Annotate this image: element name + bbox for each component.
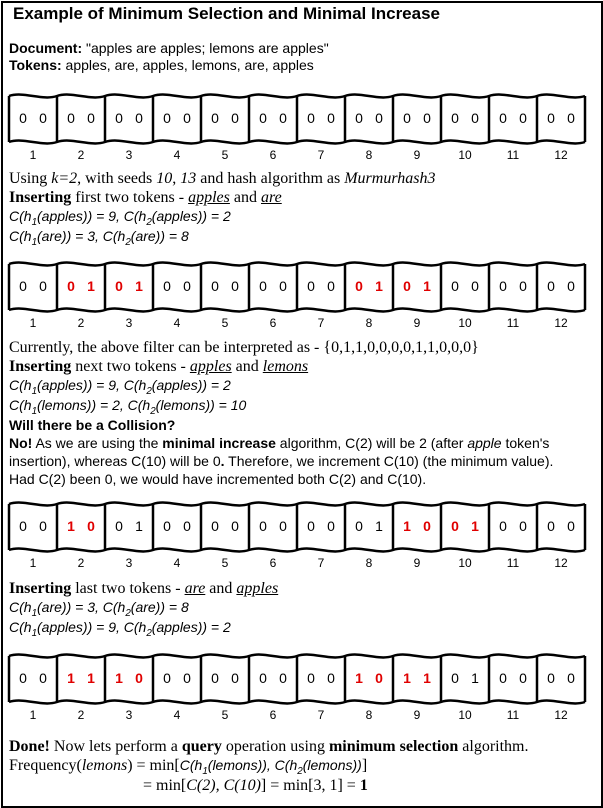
query-term: query	[181, 738, 222, 755]
counter-bit: 1	[135, 278, 143, 294]
formula-part: (are)) = 3, C(h	[37, 599, 126, 615]
counter-bit: 0	[211, 110, 219, 126]
using-text: Using	[9, 170, 52, 187]
counter-bit: 0	[327, 278, 335, 294]
counter-bit: 1	[115, 670, 123, 686]
explanation-period: .	[220, 453, 225, 469]
hash-are-line-3	[9, 599, 189, 619]
and-text: and	[231, 358, 263, 375]
minimum-selection-term: minimum selection	[328, 738, 459, 755]
minimal-increase-term: minimal increase	[162, 435, 276, 451]
result-line	[143, 777, 368, 795]
counter-bit: 0	[307, 278, 315, 294]
document-label: Document:	[9, 40, 83, 56]
cell-index: 9	[413, 148, 421, 162]
counter-bit: 0	[183, 110, 191, 126]
counter-bit: 0	[39, 278, 47, 294]
cell-index: 7	[317, 316, 325, 330]
formula-sub: 2	[125, 607, 131, 619]
token-are: are	[261, 189, 282, 206]
hash-algorithm: Murmurhash3	[344, 170, 436, 187]
counter-bit: 1	[87, 670, 95, 686]
tokens-line	[9, 57, 314, 73]
counter-bit: 0	[547, 518, 555, 534]
counter-bit: 0	[451, 518, 459, 534]
cell-index: 6	[269, 708, 277, 722]
formula-part: (are)) = 8	[130, 228, 189, 244]
counter-bit: 0	[231, 278, 239, 294]
counter-bit: 1	[403, 518, 411, 534]
counter-bit: 0	[499, 110, 507, 126]
formula-sub: 1	[31, 216, 38, 228]
cell-index: 2	[77, 316, 85, 330]
counter-bit: 0	[231, 670, 239, 686]
counter-bit: 1	[67, 518, 75, 534]
counter-bit: 0	[183, 278, 191, 294]
cell-index: 7	[317, 556, 325, 570]
formula-part: C(h	[9, 619, 32, 635]
result-text: ] = min[3, 1] =	[260, 777, 360, 794]
counter-bit: 0	[519, 110, 527, 126]
inserting-last-line	[9, 580, 278, 598]
counter-bit: 0	[567, 278, 575, 294]
explanation-text: algorithm, C(2) will be 2 (after	[275, 435, 468, 451]
formula-part: C(h	[9, 599, 32, 615]
counter-bit: 1	[87, 278, 95, 294]
formula-part: (apples)) = 2	[151, 208, 231, 224]
hash-apples-line-3	[9, 619, 231, 639]
counter-bit: 0	[163, 278, 171, 294]
tokens-value: apples, are, apples, lemons, are, apples	[65, 57, 314, 73]
freq-formula: C(h	[179, 757, 203, 773]
counter-bit: 1	[471, 670, 479, 686]
freq-formula: (lemons)), C(h	[207, 757, 298, 773]
cell-index: 10	[458, 556, 472, 570]
counter-bit: 0	[547, 110, 555, 126]
cell-index: 9	[413, 316, 421, 330]
formula-sub: 1	[31, 236, 38, 248]
cell-index: 10	[458, 316, 472, 330]
counter-bit: 0	[163, 670, 171, 686]
counter-bit: 1	[375, 518, 383, 534]
using-text-2: , with seeds	[77, 170, 157, 187]
freq-text: ) = min[	[127, 757, 180, 774]
using-sep: ,	[172, 170, 181, 187]
counter-bit: 0	[355, 110, 363, 126]
cell-index: 2	[77, 148, 85, 162]
counter-bit: 0	[19, 518, 27, 534]
formula-part: (apples)) = 9, C(h	[37, 619, 147, 635]
cell-index: 8	[365, 708, 373, 722]
token-lemons: lemons	[262, 358, 309, 375]
counter-bit: 1	[375, 278, 383, 294]
page-title: Example of Minimum Selection and Minimal Increase	[13, 4, 441, 23]
cell-index: 4	[173, 708, 181, 722]
counter-bit: 0	[327, 110, 335, 126]
counter-bit: 0	[307, 670, 315, 686]
counter-bit: 0	[547, 278, 555, 294]
freq-sub: 2	[297, 765, 303, 777]
no-answer: No!	[9, 435, 33, 451]
counter-bit: 0	[231, 518, 239, 534]
counter-bit: 0	[39, 518, 47, 534]
counter-bit: 0	[327, 670, 335, 686]
counter-bit: 0	[259, 110, 267, 126]
cell-index: 11	[506, 316, 520, 330]
cell-index: 4	[173, 316, 181, 330]
token-apples: apples	[236, 580, 279, 597]
formula-part: (apples)) = 2	[151, 377, 231, 393]
freq-token: lemons	[81, 757, 128, 774]
cell-index: 2	[77, 556, 85, 570]
formula-sub: 2	[146, 385, 152, 397]
cell-index: 5	[221, 148, 229, 162]
cell-index: 9	[413, 556, 421, 570]
done-line	[9, 738, 529, 756]
counter-bit: 0	[279, 278, 287, 294]
counter-bit: 0	[19, 110, 27, 126]
result-value: 1	[359, 777, 368, 794]
counter-bit: 0	[547, 670, 555, 686]
explanation-line-3: Had C(2) been 0, we would have incremented both C(2) and C(10).	[9, 471, 427, 487]
cell-index: 7	[317, 708, 325, 722]
cell-index: 4	[173, 148, 181, 162]
counter-bit: 0	[211, 518, 219, 534]
counter-bit: 0	[135, 670, 143, 686]
cell-index: 12	[554, 316, 568, 330]
counter-bit: 0	[279, 670, 287, 686]
cell-index: 4	[173, 556, 181, 570]
k-value: k=2	[51, 170, 78, 187]
formula-part: (apples)) = 9, C(h	[37, 377, 147, 393]
done-text: algorithm.	[458, 738, 529, 755]
cell-index: 3	[125, 708, 133, 722]
filter-tape-initial	[8, 88, 592, 160]
done-label: Done!	[9, 738, 50, 755]
counter-bit: 0	[87, 110, 95, 126]
counter-bit: 0	[279, 110, 287, 126]
collision-question: Will there be a Collision?	[9, 417, 176, 433]
counter-bit: 0	[183, 670, 191, 686]
cell-index: 2	[77, 708, 85, 722]
hash-are-line	[9, 228, 189, 248]
counter-bit: 0	[67, 278, 75, 294]
cell-index: 3	[125, 148, 133, 162]
counter-bit: 0	[39, 110, 47, 126]
counter-bit: 1	[423, 670, 431, 686]
counter-bit: 0	[87, 518, 95, 534]
counter-bit: 0	[19, 670, 27, 686]
cell-index: 9	[413, 708, 421, 722]
inserting-text: last two tokens -	[71, 580, 185, 597]
cell-index: 12	[554, 708, 568, 722]
counter-bit: 0	[183, 518, 191, 534]
counter-bit: 0	[135, 110, 143, 126]
formula-sub: 1	[31, 627, 38, 639]
formula-part: C(h	[9, 397, 32, 413]
counter-bit: 0	[115, 110, 123, 126]
counter-bit: 0	[19, 278, 27, 294]
counter-bit: 0	[567, 518, 575, 534]
token-apples: apples	[188, 189, 230, 206]
counter-bit: 0	[355, 518, 363, 534]
freq-formula: (lemons))	[302, 757, 362, 773]
explanation-text: token's	[501, 435, 550, 451]
counter-bit: 0	[211, 670, 219, 686]
cell-index: 8	[365, 556, 373, 570]
inserting-label: Inserting	[9, 189, 72, 206]
explanation-text: Therefore, we increment C(10) (the minimum value).	[224, 453, 554, 469]
hash-lemons-line	[9, 397, 247, 417]
counter-bit: 0	[403, 110, 411, 126]
filter-tape-after-step2	[8, 496, 592, 568]
explanation-text: As we are using the	[32, 435, 163, 451]
cell-index: 12	[554, 148, 568, 162]
cell-index: 11	[506, 708, 520, 722]
freq-sub: 1	[202, 765, 208, 777]
counter-bit: 0	[163, 110, 171, 126]
counter-bit: 0	[231, 110, 239, 126]
formula-sub: 2	[146, 216, 152, 228]
formula-part: (apples)) = 2	[151, 619, 231, 635]
hash-apples-line-2	[9, 377, 231, 397]
cell-index: 8	[365, 148, 373, 162]
cell-index: 12	[554, 556, 568, 570]
formula-sub: 1	[31, 607, 38, 619]
freq-text: Frequency(	[9, 757, 82, 774]
cell-index: 10	[458, 708, 472, 722]
token-are: are	[184, 580, 206, 597]
result-formula: C(2), C(10)	[186, 777, 261, 794]
using-text-3: and hash algorithm as	[196, 170, 345, 187]
counter-bit: 0	[327, 518, 335, 534]
cell-index: 6	[269, 556, 277, 570]
counter-bit: 0	[451, 278, 459, 294]
document-line	[9, 40, 329, 56]
counter-bit: 0	[403, 278, 411, 294]
counter-bit: 0	[115, 278, 123, 294]
counter-bit: 0	[279, 518, 287, 534]
frequency-line	[9, 757, 367, 775]
inserting-label: Inserting	[9, 358, 72, 375]
counter-bit: 0	[499, 278, 507, 294]
counter-bit: 0	[355, 278, 363, 294]
formula-sub: 2	[125, 236, 131, 248]
using-line	[9, 170, 436, 188]
formula-sub: 1	[31, 385, 38, 397]
inserting-text: next two tokens -	[71, 358, 190, 375]
freq-text: ]	[361, 757, 368, 774]
cell-index: 1	[29, 708, 37, 722]
counter-bit: 0	[471, 278, 479, 294]
apple-term: apple	[467, 435, 502, 451]
cell-index: 1	[29, 316, 37, 330]
counter-bit: 0	[307, 110, 315, 126]
counter-bit: 0	[423, 110, 431, 126]
counter-bit: 1	[471, 518, 479, 534]
cell-index: 11	[506, 556, 520, 570]
formula-sub: 2	[146, 627, 152, 639]
counter-bit: 0	[471, 110, 479, 126]
counter-bit: 0	[259, 278, 267, 294]
cell-index: 6	[269, 316, 277, 330]
done-text: operation using	[221, 738, 329, 755]
explanation-line-1	[9, 435, 549, 451]
counter-bit: 0	[307, 518, 315, 534]
result-text: = min[	[143, 777, 187, 794]
cell-index: 3	[125, 556, 133, 570]
cell-index: 8	[365, 316, 373, 330]
counter-bit: 1	[403, 670, 411, 686]
counter-bit: 0	[519, 518, 527, 534]
formula-part: (lemons)) = 10	[155, 397, 247, 413]
counter-bit: 0	[163, 518, 171, 534]
counter-bit: 0	[519, 670, 527, 686]
counter-bit: 0	[567, 110, 575, 126]
counter-bit: 0	[259, 518, 267, 534]
done-text: Now lets perform a	[49, 738, 182, 755]
and-text: and	[229, 189, 261, 206]
counter-bit: 0	[499, 518, 507, 534]
token-apples: apples	[189, 358, 232, 375]
counter-bit: 0	[519, 278, 527, 294]
inserting-label: Inserting	[9, 580, 72, 597]
cell-index: 5	[221, 556, 229, 570]
counter-bit: 0	[499, 670, 507, 686]
filter-tape-final	[8, 648, 592, 720]
inserting-first-line	[9, 189, 282, 207]
counter-bit: 1	[355, 670, 363, 686]
cell-index: 5	[221, 316, 229, 330]
formula-part: C(h	[9, 377, 32, 393]
counter-bit: 1	[67, 670, 75, 686]
formula-part: C(h	[9, 208, 32, 224]
formula-part: C(h	[9, 228, 32, 244]
counter-bit: 0	[451, 110, 459, 126]
and-text: and	[205, 580, 237, 597]
formula-part: (are)) = 8	[130, 599, 189, 615]
document-value: "apples are apples; lemons are apples"	[86, 40, 329, 56]
counter-bit: 1	[423, 278, 431, 294]
counter-bit: 0	[39, 670, 47, 686]
explanation-line-2	[9, 453, 553, 469]
cell-index: 5	[221, 708, 229, 722]
formula-sub: 1	[31, 405, 38, 417]
cell-index: 1	[29, 148, 37, 162]
cell-index: 6	[269, 148, 277, 162]
formula-sub: 2	[150, 405, 156, 417]
counter-bit: 0	[67, 110, 75, 126]
currently-line: Currently, the above filter can be interpreted as - {0,1,1,0,0,0,0,1,1,0,0,0}	[9, 339, 479, 356]
counter-bit: 0	[375, 670, 383, 686]
formula-part: (are)) = 3, C(h	[37, 228, 126, 244]
filter-tape-after-step1	[8, 256, 592, 328]
counter-bit: 1	[135, 518, 143, 534]
counter-bit: 0	[115, 518, 123, 534]
cell-index: 7	[317, 148, 325, 162]
hash-apples-line	[9, 208, 231, 228]
seed-2: 13	[180, 170, 197, 187]
counter-bit: 0	[451, 670, 459, 686]
counter-bit: 0	[211, 278, 219, 294]
counter-bit: 0	[423, 518, 431, 534]
cell-index: 3	[125, 316, 133, 330]
formula-part: (apples)) = 9, C(h	[37, 208, 147, 224]
inserting-next-line	[9, 358, 308, 376]
seed-1: 10	[156, 170, 173, 187]
counter-bit: 0	[375, 110, 383, 126]
cell-index: 10	[458, 148, 472, 162]
tokens-label: Tokens:	[9, 57, 62, 73]
counter-bit: 0	[259, 670, 267, 686]
inserting-text: first two tokens -	[71, 189, 189, 206]
formula-part: (lemons)) = 2, C(h	[37, 397, 151, 413]
counter-bit: 0	[567, 670, 575, 686]
cell-index: 11	[506, 148, 520, 162]
explanation-text: insertion), whereas C(10) will be 0	[9, 453, 221, 469]
cell-index: 1	[29, 556, 37, 570]
